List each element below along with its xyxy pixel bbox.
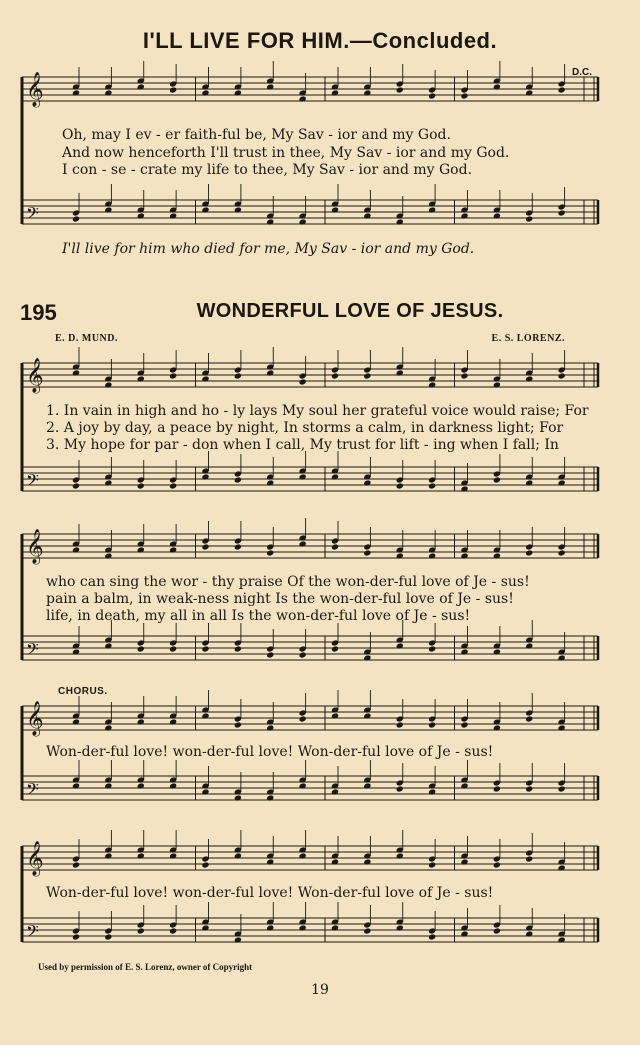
svg-text:𝄞: 𝄞 bbox=[26, 841, 44, 876]
lyricist-credit: E. D. MUND. bbox=[55, 333, 118, 344]
svg-text:𝄞: 𝄞 bbox=[26, 358, 44, 393]
svg-text:𝄢: 𝄢 bbox=[26, 921, 39, 945]
section-title: I'LL LIVE FOR HIM.—Concluded. bbox=[142, 28, 498, 53]
svg-text:𝄞: 𝄞 bbox=[26, 701, 44, 736]
hymn-title: WONDERFUL LOVE OF JESUS. bbox=[196, 300, 504, 322]
page-number: 19 bbox=[311, 982, 329, 998]
svg-text:𝄢: 𝄢 bbox=[26, 470, 39, 494]
svg-text:𝄞: 𝄞 bbox=[26, 529, 44, 564]
copyright-notice: Used by permission of E. S. Lorenz, owner of Copyright bbox=[38, 962, 253, 972]
svg-text:𝄞: 𝄞 bbox=[26, 72, 44, 107]
svg-text:𝄢: 𝄢 bbox=[26, 779, 39, 803]
dc-marking: D.C. bbox=[572, 67, 592, 78]
composer-credit: E. S. LORENZ. bbox=[491, 333, 565, 344]
chorus-label: CHORUS. bbox=[58, 686, 108, 697]
hymnal-page: 𝄞 𝄢 𝄞 𝄢 𝄞 𝄢 𝄞 𝄢 𝄞 𝄢 I'LL LIVE FOR HIM.—Concluded. D.C. Oh, may I ev - er faith-ful be, My Sav - ior and my God. And now henceforth I'll trust in thee, My Sav - ior and my God. I con - se - crate my life to thee, My Sav - ior and my God. I'll live for him who died for me, My Sav - ior and my God. 195 WONDERFUL LOVE OF JESUS. E. D. MUND. E. S. LORENZ. 1. In vain in high and ho - ly lays My soul her grateful voice would raise; For 2. A joy by day, a peace by night, In storms a calm, in darkness light; For 3. My hope for par - don when I call, My trust for lift - ing when I fall; In who can sing the wor - thy praise Of the won-der-ful love of Je - sus! pain a balm, in weak-ness night Is the won-der-ful love of Je - sus! life, in death, my all in all Is the won-der-ful love of Je - sus! CHORUS. Won-der-ful love! won-der-ful love! Won-der-ful love of Je - sus! Won-der-ful love! won-der-ful love! Won-der-ful love of Je - sus! Used by permission of E. S. Lorenz, owner of Copyright 19 bbox=[0, 0, 640, 1045]
svg-text:𝄢: 𝄢 bbox=[26, 203, 39, 227]
svg-text:𝄢: 𝄢 bbox=[26, 639, 39, 663]
hymn-number: 195 bbox=[20, 300, 57, 325]
